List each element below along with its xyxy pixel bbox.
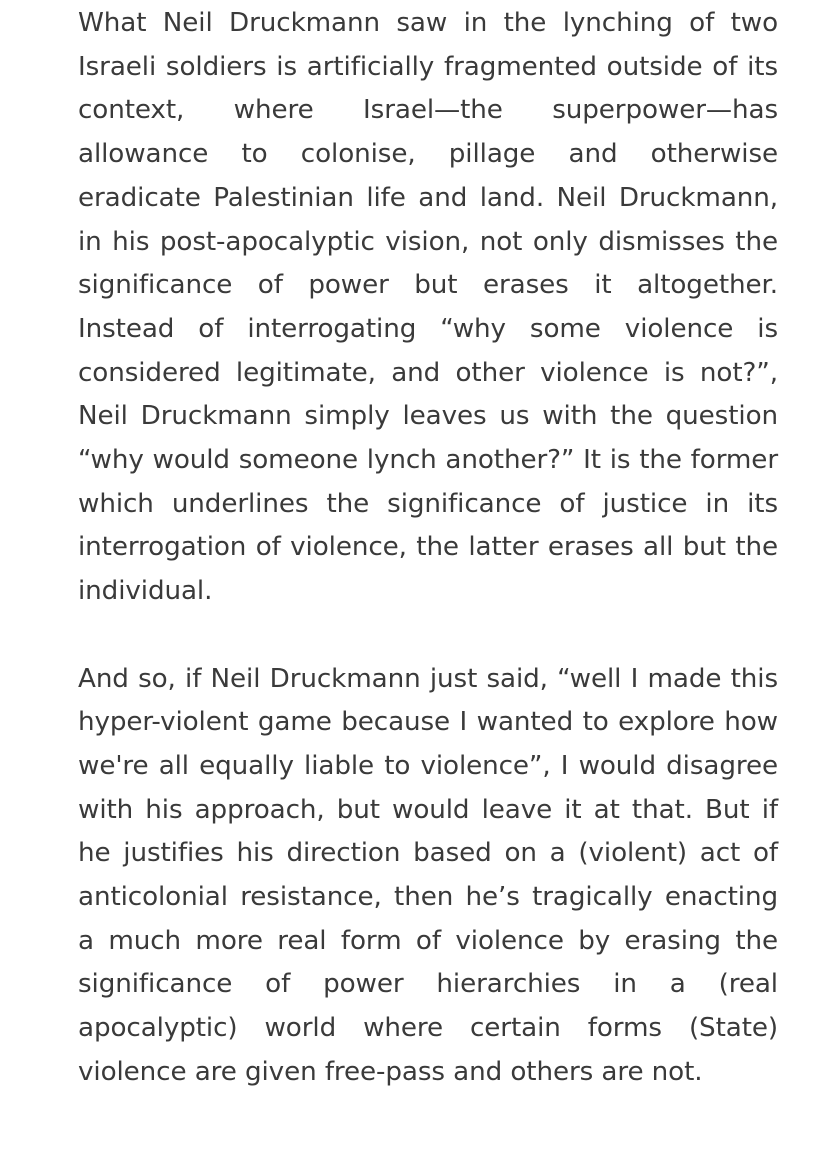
- article-body: [78, 2, 778, 1095]
- paragraph-1: What Neil Druckmann saw in the lynching of two Israeli soldiers is artificially fragmented outside of its context, where Israel—the superpower—has allowance to colonise, pillage and otherwise eradicate Palestinian life and land. Neil Druckmann, in his post-apocalyptic vision, not only dismisses the significance of power but erases it altogether. Instead of interrogating “why some violence is considered legitimate, and other violence is not?”, Neil Druckmann simply leaves us with the question “why would someone lynch another?” It is the former which underlines the significance of justice in its interrogation of violence, the latter erases all but the individual.: [78, 8, 778, 607]
- paragraph-2: And so, if Neil Druckmann just said, “well I made this hyper-violent game because I wanted to explore how we're all equally liable to violence”, I would disagree with his approach, but would leave it at that. But if he justifies his direction based on a (violent) act of anticolonial resistance, then he’s tragically enacting a much more real form of violence by erasing the significance of power hierarchies in a (real apocalyptic) world where certain forms (State) violence are given free-pass and others are not.: [78, 663, 778, 1087]
